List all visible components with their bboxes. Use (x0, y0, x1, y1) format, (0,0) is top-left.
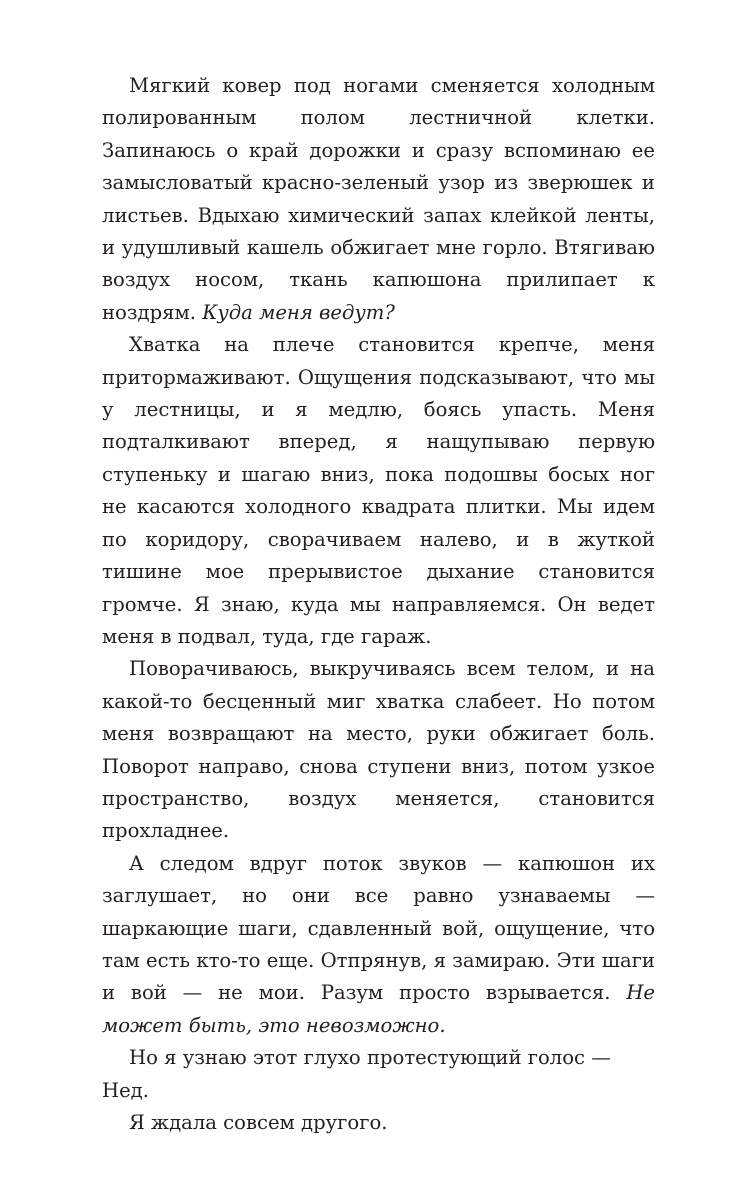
paragraph-1-text: Мягкий ковер под ногами сменяется холодным полированным полом лестничной клетки. Запинаюсь о край дорожки и сразу вспоминаю ее замысловатый красно-зеленый узор из зверюшек и листьев. Вдыхаю химический запах клейкой ленты, и удушливый кашель обжигает мне горло. Втягиваю воздух носом, ткань капюшона прилипает к ноздрям. (102, 74, 655, 324)
paragraph-6 (102, 1107, 655, 1139)
paragraph-3-text: Поворачиваюсь, выкручиваясь всем телом, и на какой-то бесценный миг хватка слабеет. Но потом меня возвращают на место, руки обжигает боль. Поворот направо, снова ступени вниз, потом узкое пространство, воздух меняется, становится прохладнее. (102, 657, 655, 843)
paragraph-2-text: Хватка на плече становится крепче, меня притормаживают. Ощущения подсказывают, что мы у лестницы, и я медлю, боясь упасть. Меня подталкивают вперед, я нащупываю первую ступеньку и шагаю вниз, пока подошвы босых ног не касаются холодного квадрата плитки. Мы идем по коридору, сворачиваем налево, и в жуткой тишине мое прерывистое дыхание становится громче. Я знаю, куда мы направляемся. Он ведет меня в подвал, туда, где гараж. (102, 333, 655, 648)
paragraph-1 (102, 70, 655, 329)
paragraph-2 (102, 329, 655, 653)
paragraph-5-text: Но я узнаю этот глухо протестующий голос — Нед. (102, 1046, 611, 1102)
paragraph-5 (102, 1042, 655, 1107)
paragraph-6-text: Я ждала совсем другого. (129, 1111, 388, 1134)
book-page-text (102, 70, 655, 1139)
paragraph-4 (102, 848, 655, 1042)
paragraph-4-italic: Не может быть, это невозможно. (102, 981, 655, 1037)
paragraph-1-italic: Куда меня ведут? (202, 300, 395, 324)
paragraph-3 (102, 653, 655, 847)
paragraph-4-text: А следом вдруг поток звуков — капюшон их заглушает, но они все равно узнаваемы — шаркающие шаги, сдавленный вой, ощущение, что там есть кто-то еще. Отпрянув, я замираю. Эти шаги и вой — не мои. Разум просто взрывается. (102, 851, 655, 1005)
